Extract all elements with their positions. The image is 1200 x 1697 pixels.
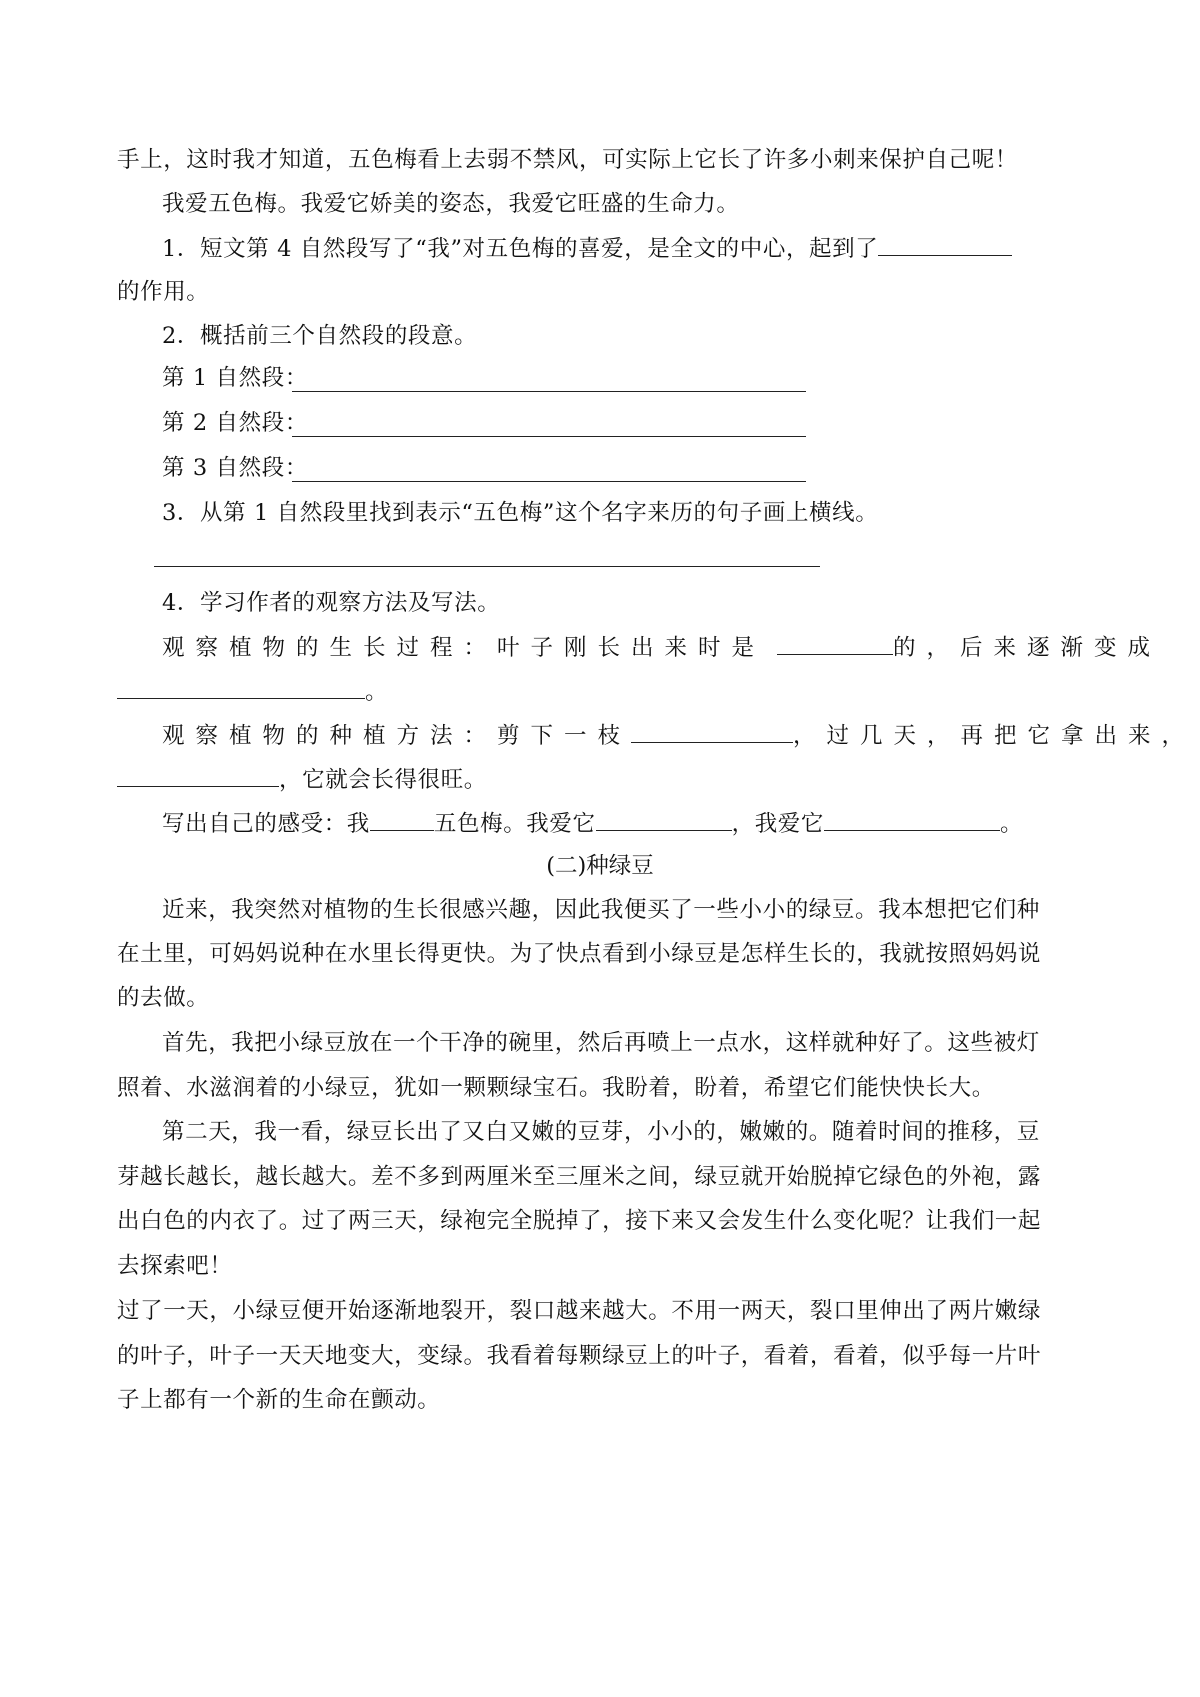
feeling-text-4: 。 xyxy=(1000,811,1024,837)
question-1-text: 1．短文第 4 自然段写了“我”对五色梅的喜爱，是全文的中心，起到了 xyxy=(162,236,879,262)
answer-blank[interactable] xyxy=(824,808,1000,831)
paragraph-3-label: 第 3 自然段： xyxy=(162,455,308,481)
question-3: 3．从第 1 自然段里找到表示“五色梅”这个名字来历的句子画上横线。 xyxy=(162,500,879,526)
passage-title: (二)种绿豆 xyxy=(546,853,654,879)
question-4-planting xyxy=(162,720,1195,751)
growth-text-end: 。 xyxy=(365,679,389,705)
passage-line: 出白色的内衣了。过了两三天，绿袍完全脱掉了，接下来又会发生什么变化呢？让我们一起 xyxy=(117,1208,1042,1234)
question-4-planting-cont xyxy=(117,764,487,795)
question-4-feeling xyxy=(162,808,1023,839)
passage-line: 的叶子，叶子一天天地变大，变绿。我看着每颗绿豆上的叶子，看着，看着，似乎每一片叶 xyxy=(117,1343,1042,1369)
answer-blank[interactable] xyxy=(878,233,1012,256)
growth-text-mid: 的，后来逐渐变成 xyxy=(893,635,1162,661)
feeling-text-2: 五色梅。我爱它 xyxy=(433,811,596,837)
answer-blank[interactable] xyxy=(117,676,365,699)
growth-text-start: 观察植物的生长过程：叶子刚长出来时是 xyxy=(162,635,766,661)
planting-text-start: 观察植物的种植方法：剪下一枝 xyxy=(162,723,632,749)
passage-line: 近来，我突然对植物的生长很感兴趣，因此我便买了一些小小的绿豆。我本想把它们种 xyxy=(162,897,1040,923)
passage-line: 去探索吧！ xyxy=(117,1253,233,1279)
feeling-text-3: ，我爱它 xyxy=(731,811,825,837)
question-4-growth xyxy=(162,632,1161,663)
passage-line: 过了一天，小绿豆便开始逐渐地裂开，裂口越来越大。不用一两天，裂口里伸出了两片嫩绿 xyxy=(117,1298,1042,1324)
answer-blank[interactable] xyxy=(117,764,279,787)
paragraph-2-label: 第 2 自然段： xyxy=(162,410,308,436)
answer-line[interactable] xyxy=(292,481,806,482)
passage-line: 我爱五色梅。我爱它娇美的姿态，我爱它旺盛的生命力。 xyxy=(162,191,740,217)
passage-line: 的去做。 xyxy=(117,985,210,1011)
planting-text-mid: ，过几天，再把它拿出来， xyxy=(793,723,1196,749)
answer-blank[interactable] xyxy=(596,808,732,831)
question-1 xyxy=(162,233,1012,264)
answer-blank[interactable] xyxy=(631,720,793,743)
answer-blank[interactable] xyxy=(370,808,434,831)
passage-line: 首先，我把小绿豆放在一个干净的碗里，然后再喷上一点水，这样就种好了。这些被灯 xyxy=(162,1030,1040,1056)
answer-blank[interactable] xyxy=(777,632,893,655)
passage-line: 手上，这时我才知道，五色梅看上去弱不禁风，可实际上它长了许多小刺来保护自己呢！ xyxy=(117,147,1018,173)
passage-line: 第二天，我一看，绿豆长出了又白又嫩的豆芽，小小的，嫩嫩的。随着时间的推移，豆 xyxy=(162,1119,1040,1145)
planting-text-end: ，它就会长得很旺。 xyxy=(279,767,487,793)
passage-line: 子上都有一个新的生命在颤动。 xyxy=(117,1387,441,1413)
answer-line[interactable] xyxy=(292,436,806,437)
passage-line: 照着、水滋润着的小绿豆，犹如一颗颗绿宝石。我盼着，盼着，希望它们能快快长大。 xyxy=(117,1075,995,1101)
question-2: 2．概括前三个自然段的段意。 xyxy=(162,323,478,349)
answer-line[interactable] xyxy=(292,391,806,392)
question-4: 4．学习作者的观察方法及写法。 xyxy=(162,590,501,616)
question-4-growth-cont xyxy=(117,676,388,707)
feeling-text-1: 写出自己的感受：我 xyxy=(162,811,370,837)
passage-line: 芽越长越长，越长越大。差不多到两厘米至三厘米之间，绿豆就开始脱掉它绿色的外袍，露 xyxy=(117,1164,1042,1190)
passage-line: 在土里，可妈妈说种在水里长得更快。为了快点看到小绿豆是怎样生长的，我就按照妈妈说 xyxy=(117,941,1042,967)
paragraph-1-label: 第 1 自然段： xyxy=(162,365,308,391)
answer-line[interactable] xyxy=(154,566,820,567)
question-1-cont: 的作用。 xyxy=(117,279,210,305)
